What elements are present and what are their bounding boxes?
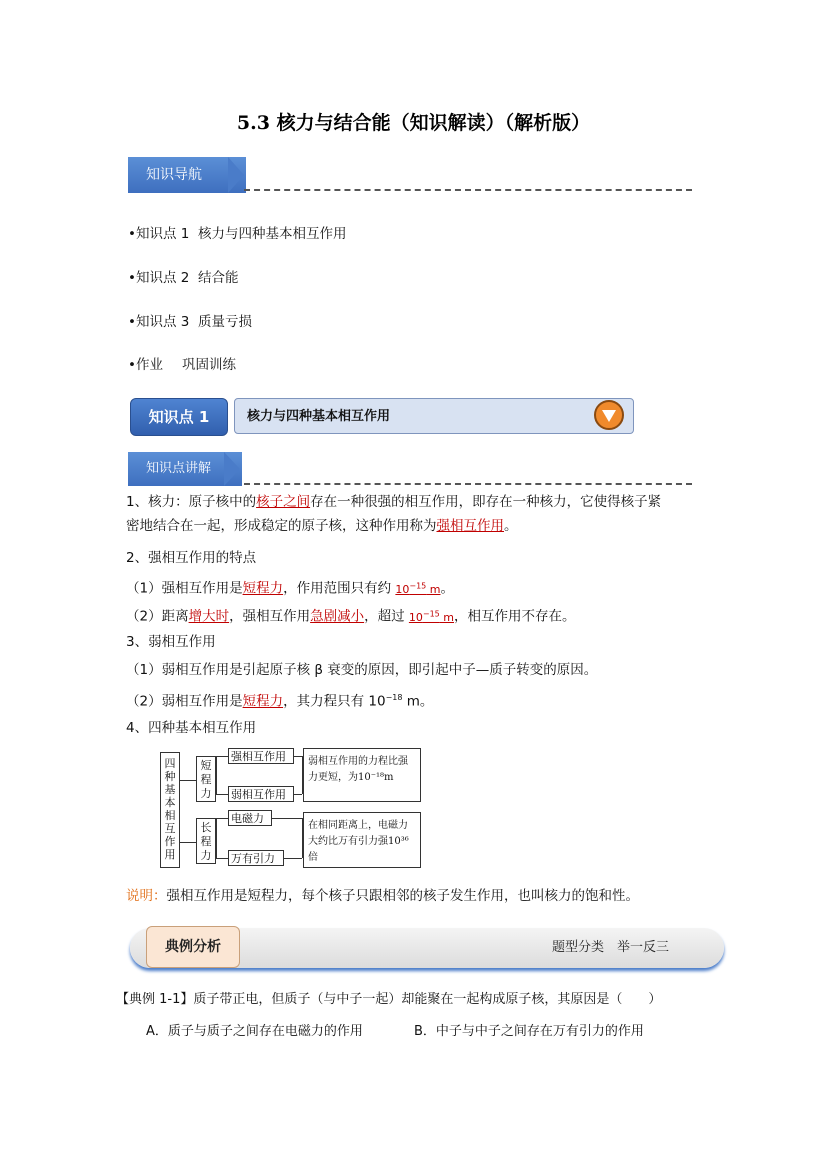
text: 。 xyxy=(504,518,518,534)
text: ，强相互作用 xyxy=(229,608,311,625)
explain-divider xyxy=(244,483,692,485)
connector xyxy=(180,842,196,843)
explain-banner-label: 知识点讲解 xyxy=(128,452,242,486)
connector xyxy=(216,818,228,819)
toc-item[interactable] xyxy=(128,222,347,242)
paragraph-strong-1 xyxy=(126,574,706,602)
diagram-grav: 万有引力 xyxy=(228,850,284,866)
text: ，作用范围只有约 xyxy=(283,580,396,597)
paragraph-nuclear-force xyxy=(126,490,706,538)
connector xyxy=(180,780,196,781)
text: 1、核力：原子核中的 xyxy=(126,494,257,510)
connector xyxy=(216,756,217,794)
connector xyxy=(216,818,217,858)
answer-fill-range xyxy=(395,583,440,596)
connector xyxy=(284,858,302,859)
note-text: 强相互作用是短程力，每个核子只跟相邻的核子发生作用，也叫核力的饱和性。 xyxy=(166,888,639,904)
diagram-long-range: 长程力 xyxy=(196,818,216,864)
kp1-title-bar: 核力与四种基本相互作用 xyxy=(234,398,634,434)
toc-num: •知识点 3 xyxy=(128,314,190,330)
text: ，超过 xyxy=(364,608,409,625)
connector xyxy=(216,794,228,795)
option-a[interactable]: A．质子与质子之间存在电磁力的作用 xyxy=(146,1024,363,1039)
diagram-em: 电磁力 xyxy=(228,810,272,826)
connector xyxy=(216,858,228,859)
text: 密地结合在一起，形成稳定的原子核，这种作用称为 xyxy=(126,518,437,534)
answer-fill: 短程力 xyxy=(242,693,284,710)
example-tag: 典例分析 xyxy=(146,926,240,968)
exponent: −15 xyxy=(422,609,440,618)
heading-four-forces: 4、四种基本相互作用 xyxy=(126,720,257,736)
toc-item[interactable] xyxy=(128,266,239,286)
answer-fill-range xyxy=(409,611,454,624)
answer-fill: 强相互作用 xyxy=(436,518,504,534)
example-subtitle: 题型分类 举一反三 xyxy=(552,940,670,955)
expand-triangle-icon[interactable] xyxy=(594,400,624,430)
nav-divider xyxy=(244,189,692,191)
text: （2）距离 xyxy=(126,608,189,625)
diagram-root: 四种基本相互作用 xyxy=(160,752,180,868)
explain-banner xyxy=(128,452,248,488)
note-label: 说明： xyxy=(126,888,167,904)
diagram-strong: 强相互作用 xyxy=(228,748,294,764)
heading-weak: 3、弱相互作用 xyxy=(126,634,216,650)
connector xyxy=(216,756,228,757)
toc-text: 结合能 xyxy=(198,270,239,286)
diagram-note-weak: 弱相互作用的力程比强力更短，为10⁻¹⁸m xyxy=(303,748,421,802)
unit: m xyxy=(439,610,454,624)
toc-text: 核力与四种基本相互作用 xyxy=(198,226,347,242)
text: （1）强相互作用是 xyxy=(126,580,243,597)
question-text: 【典例 1-1】质子带正电，但质子（与中子一起）却能聚在一起构成原子核，其原因是（ ） xyxy=(116,992,662,1007)
value: 10 xyxy=(408,610,423,624)
toc-num: •知识点 2 xyxy=(128,270,190,286)
toc-num: •作业 xyxy=(128,357,163,373)
kp1-badge: 知识点 1 xyxy=(130,398,228,436)
connector xyxy=(294,756,302,757)
option-b[interactable]: B．中子与中子之间存在万有引力的作用 xyxy=(414,1024,644,1039)
nav-banner-arrow xyxy=(228,157,244,193)
connector xyxy=(272,818,302,819)
connector xyxy=(294,794,302,795)
toc-num: •知识点 1 xyxy=(128,226,190,242)
nav-banner xyxy=(128,157,248,193)
exponent: −15 xyxy=(409,581,427,590)
value: 10 xyxy=(395,582,410,596)
paragraph-weak-2 xyxy=(126,686,706,714)
answer-fill: 增大时 xyxy=(188,608,230,625)
exponent: −18 xyxy=(385,693,403,702)
four-forces-diagram xyxy=(160,748,422,870)
answer-fill: 核子之间 xyxy=(256,494,311,510)
answer-fill: 急剧减小 xyxy=(310,608,365,625)
explain-banner-arrow xyxy=(224,452,240,486)
text: ，相互作用不存在。 xyxy=(454,608,576,625)
toc-item[interactable] xyxy=(128,353,236,373)
toc-text: 质量亏损 xyxy=(198,314,252,330)
diagram-weak: 弱相互作用 xyxy=(228,786,294,802)
answer-fill: 短程力 xyxy=(242,580,284,597)
diagram-note-em: 在相同距离上，电磁力大约比万有引力强10³⁶倍 xyxy=(303,812,421,868)
toc-text: 巩固训练 xyxy=(182,357,236,373)
page-title: 5.3 核力与结合能（知识解读）（解析版） xyxy=(236,112,591,134)
heading-strong-features: 2、强相互作用的特点 xyxy=(126,550,257,566)
diagram-short-range: 短程力 xyxy=(196,756,216,802)
text: m。 xyxy=(402,693,434,710)
text: 存在一种很强的相互作用，即存在一种核力，它使得核子紧 xyxy=(310,494,662,510)
toc-item[interactable] xyxy=(128,310,252,330)
text: （2）弱相互作用是 xyxy=(126,693,243,710)
note xyxy=(126,884,639,904)
paragraph-weak-1: （1）弱相互作用是引起原子核 β 衰变的原因，即引起中子—质子转变的原因。 xyxy=(126,662,598,678)
text: 。 xyxy=(440,580,454,597)
nav-banner-label: 知识导航 xyxy=(128,157,246,193)
text: ，其力程只有 10 xyxy=(283,693,386,710)
unit: m xyxy=(426,582,441,596)
paragraph-strong-2 xyxy=(126,602,706,630)
